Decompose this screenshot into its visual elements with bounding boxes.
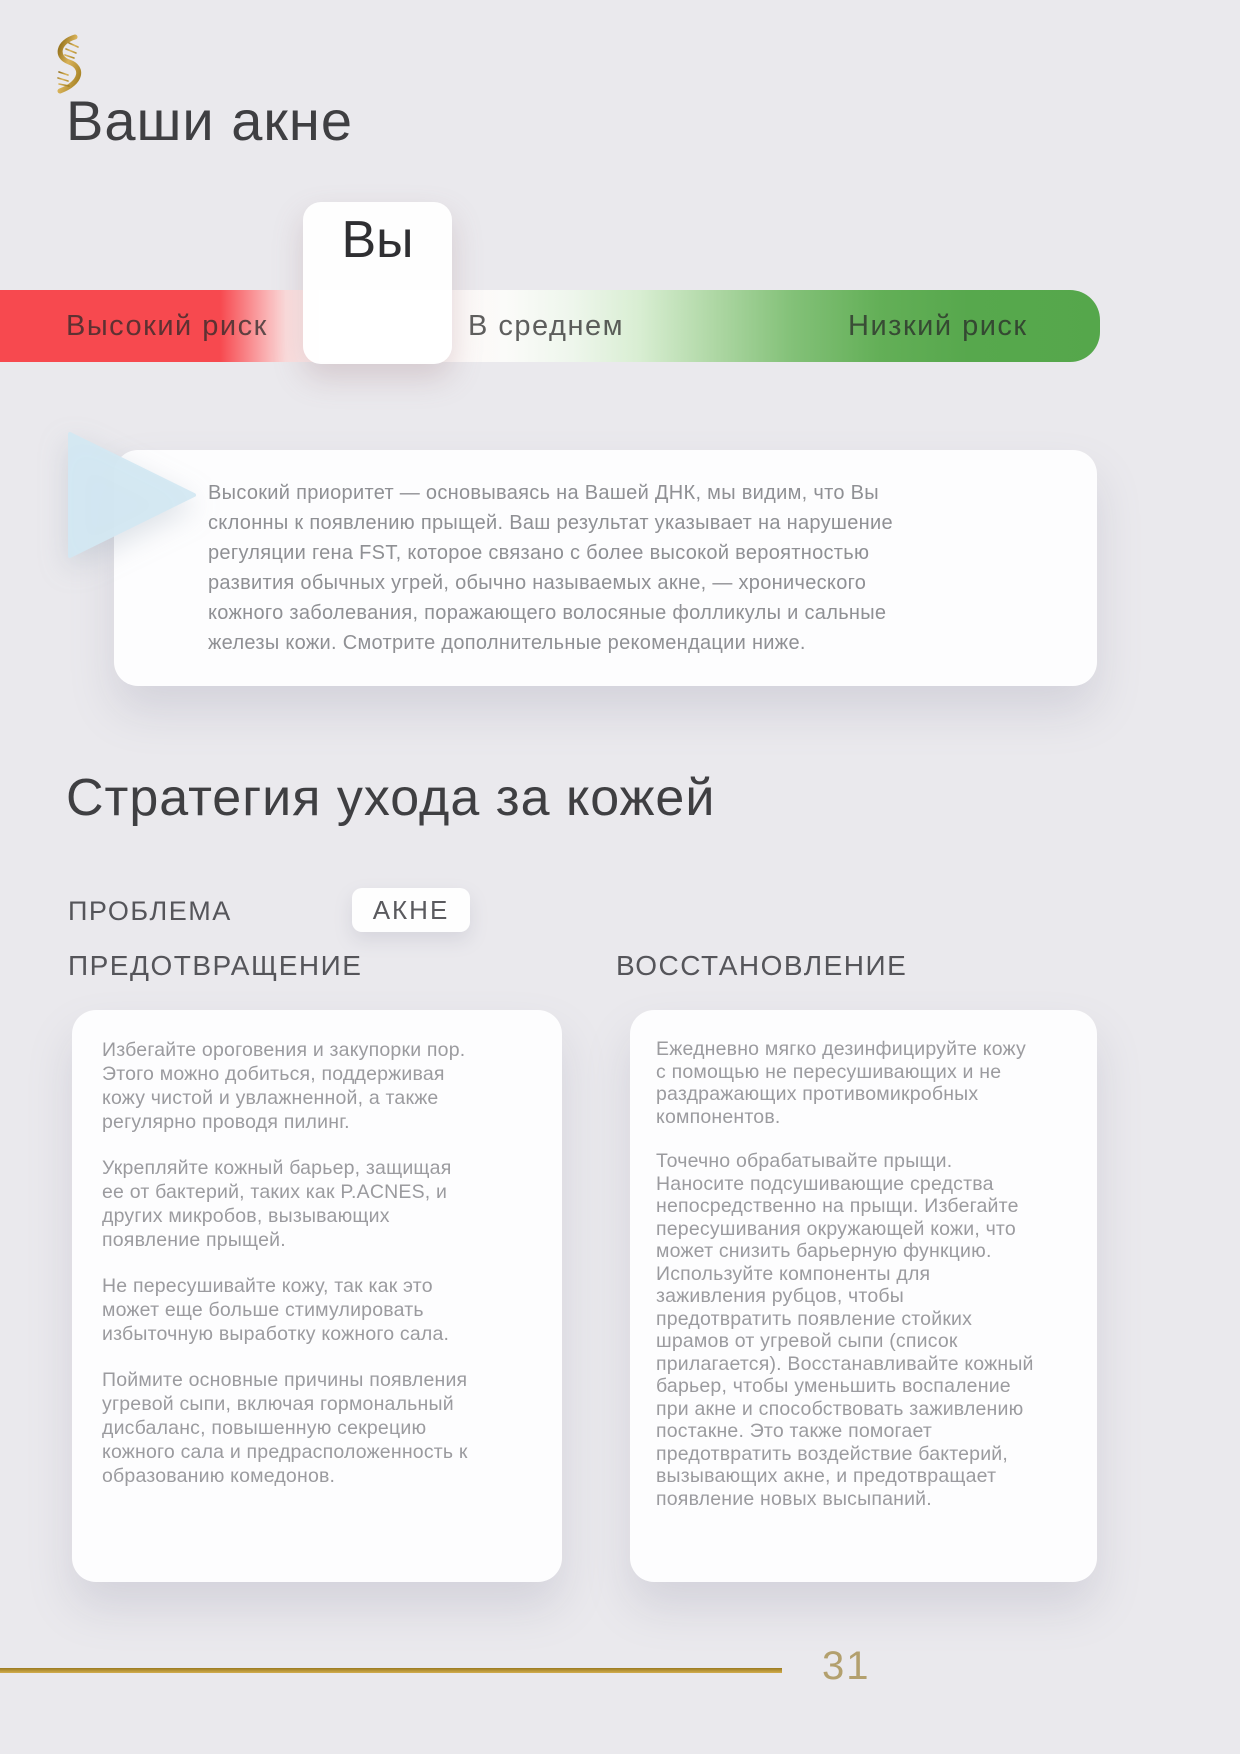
dna-logo-icon: [48, 34, 88, 94]
risk-label-high: Высокий риск: [66, 309, 268, 342]
restoration-card-body: [656, 1038, 1038, 1532]
risk-label-low: Низкий риск: [848, 309, 1028, 342]
prevention-paragraph: Избегайте ороговения и закупорки пор. Этого можно добиться, поддерживая кожу чистой и увлажненной, а также регулярно проводя пилинг.: [102, 1039, 466, 1133]
column-heading-prevention: ПРЕДОТВРАЩЕНИЕ: [68, 950, 363, 981]
restoration-paragraph: Ежедневно мягко дезинфицируйте кожу с помощью не пересушивающих и не раздражающих противомикробных компонентов.: [656, 1038, 1026, 1128]
prevention-paragraph: Поймите основные причины появления угревой сыпи, включая гормональный дисбаланс, повышенную секрецию кожного сала и предрасположенность к образованию комедонов.: [102, 1369, 468, 1487]
risk-gradient-bar: [0, 290, 1100, 362]
prevention-paragraph: Укрепляйте кожный барьер, защищая ее от бактерий, таких как P.ACNES, и других микробов, вызывающих появление прыщей.: [102, 1157, 452, 1251]
triangle-pointer-icon: [68, 432, 196, 558]
priority-note-text: Высокий приоритет — основываясь на Вашей ДНК, мы видим, что Вы склонны к появлению прыщей. Ваш результат указывает на нарушение регуляции гена FST, которое связано с более высокой вероятностью развития обычных угрей, обычно называемых акне, — хронического кожного заболевания, поражающего волосяные фолликулы и сальные железы кожи. Смотрите дополнительные рекомендации ниже.: [208, 482, 893, 654]
restoration-paragraph: Точечно обрабатывайте прыщи. Наносите подсушивающие средства непосредственно на прыщи. Избегайте пересушивания окружающей кожи, что может снизить барьерную функцию. Используйте компоненты для заживления рубцов, чтобы предотвратить появление стойких шрамов от угревой сыпи (список прилагается). Восстанавливайте кожный барьер, чтобы уменьшить воспаление при акне и способствовать заживлению постакне. Это также помогает предотвратить воздействие бактерий, вызывающих акне, и предотвращает появление новых высыпаний.: [656, 1150, 1034, 1510]
risk-label-average: В среднем: [468, 309, 625, 342]
prevention-paragraph: Не пересушивайте кожу, так как это может еще больше стимулировать избыточную выработку кожного сала.: [102, 1275, 450, 1345]
restoration-card: [630, 1010, 1097, 1582]
page-number: 31: [822, 1644, 871, 1688]
risk-you-marker: [303, 202, 452, 364]
prevention-card-body: [102, 1038, 477, 1510]
prevention-card: [72, 1010, 562, 1582]
footer-gold-line: [0, 1668, 782, 1673]
column-heading-restoration: ВОССТАНОВЛЕНИЕ: [616, 950, 908, 981]
page-title: Ваши акне: [66, 89, 353, 152]
section-title-skincare-strategy: Стратегия ухода за кожей: [66, 769, 716, 827]
priority-note-card: [114, 450, 1097, 686]
risk-you-marker-label: Вы: [341, 211, 414, 269]
problem-label: ПРОБЛЕМА: [68, 896, 232, 926]
problem-value-badge: АКНЕ: [352, 888, 470, 932]
